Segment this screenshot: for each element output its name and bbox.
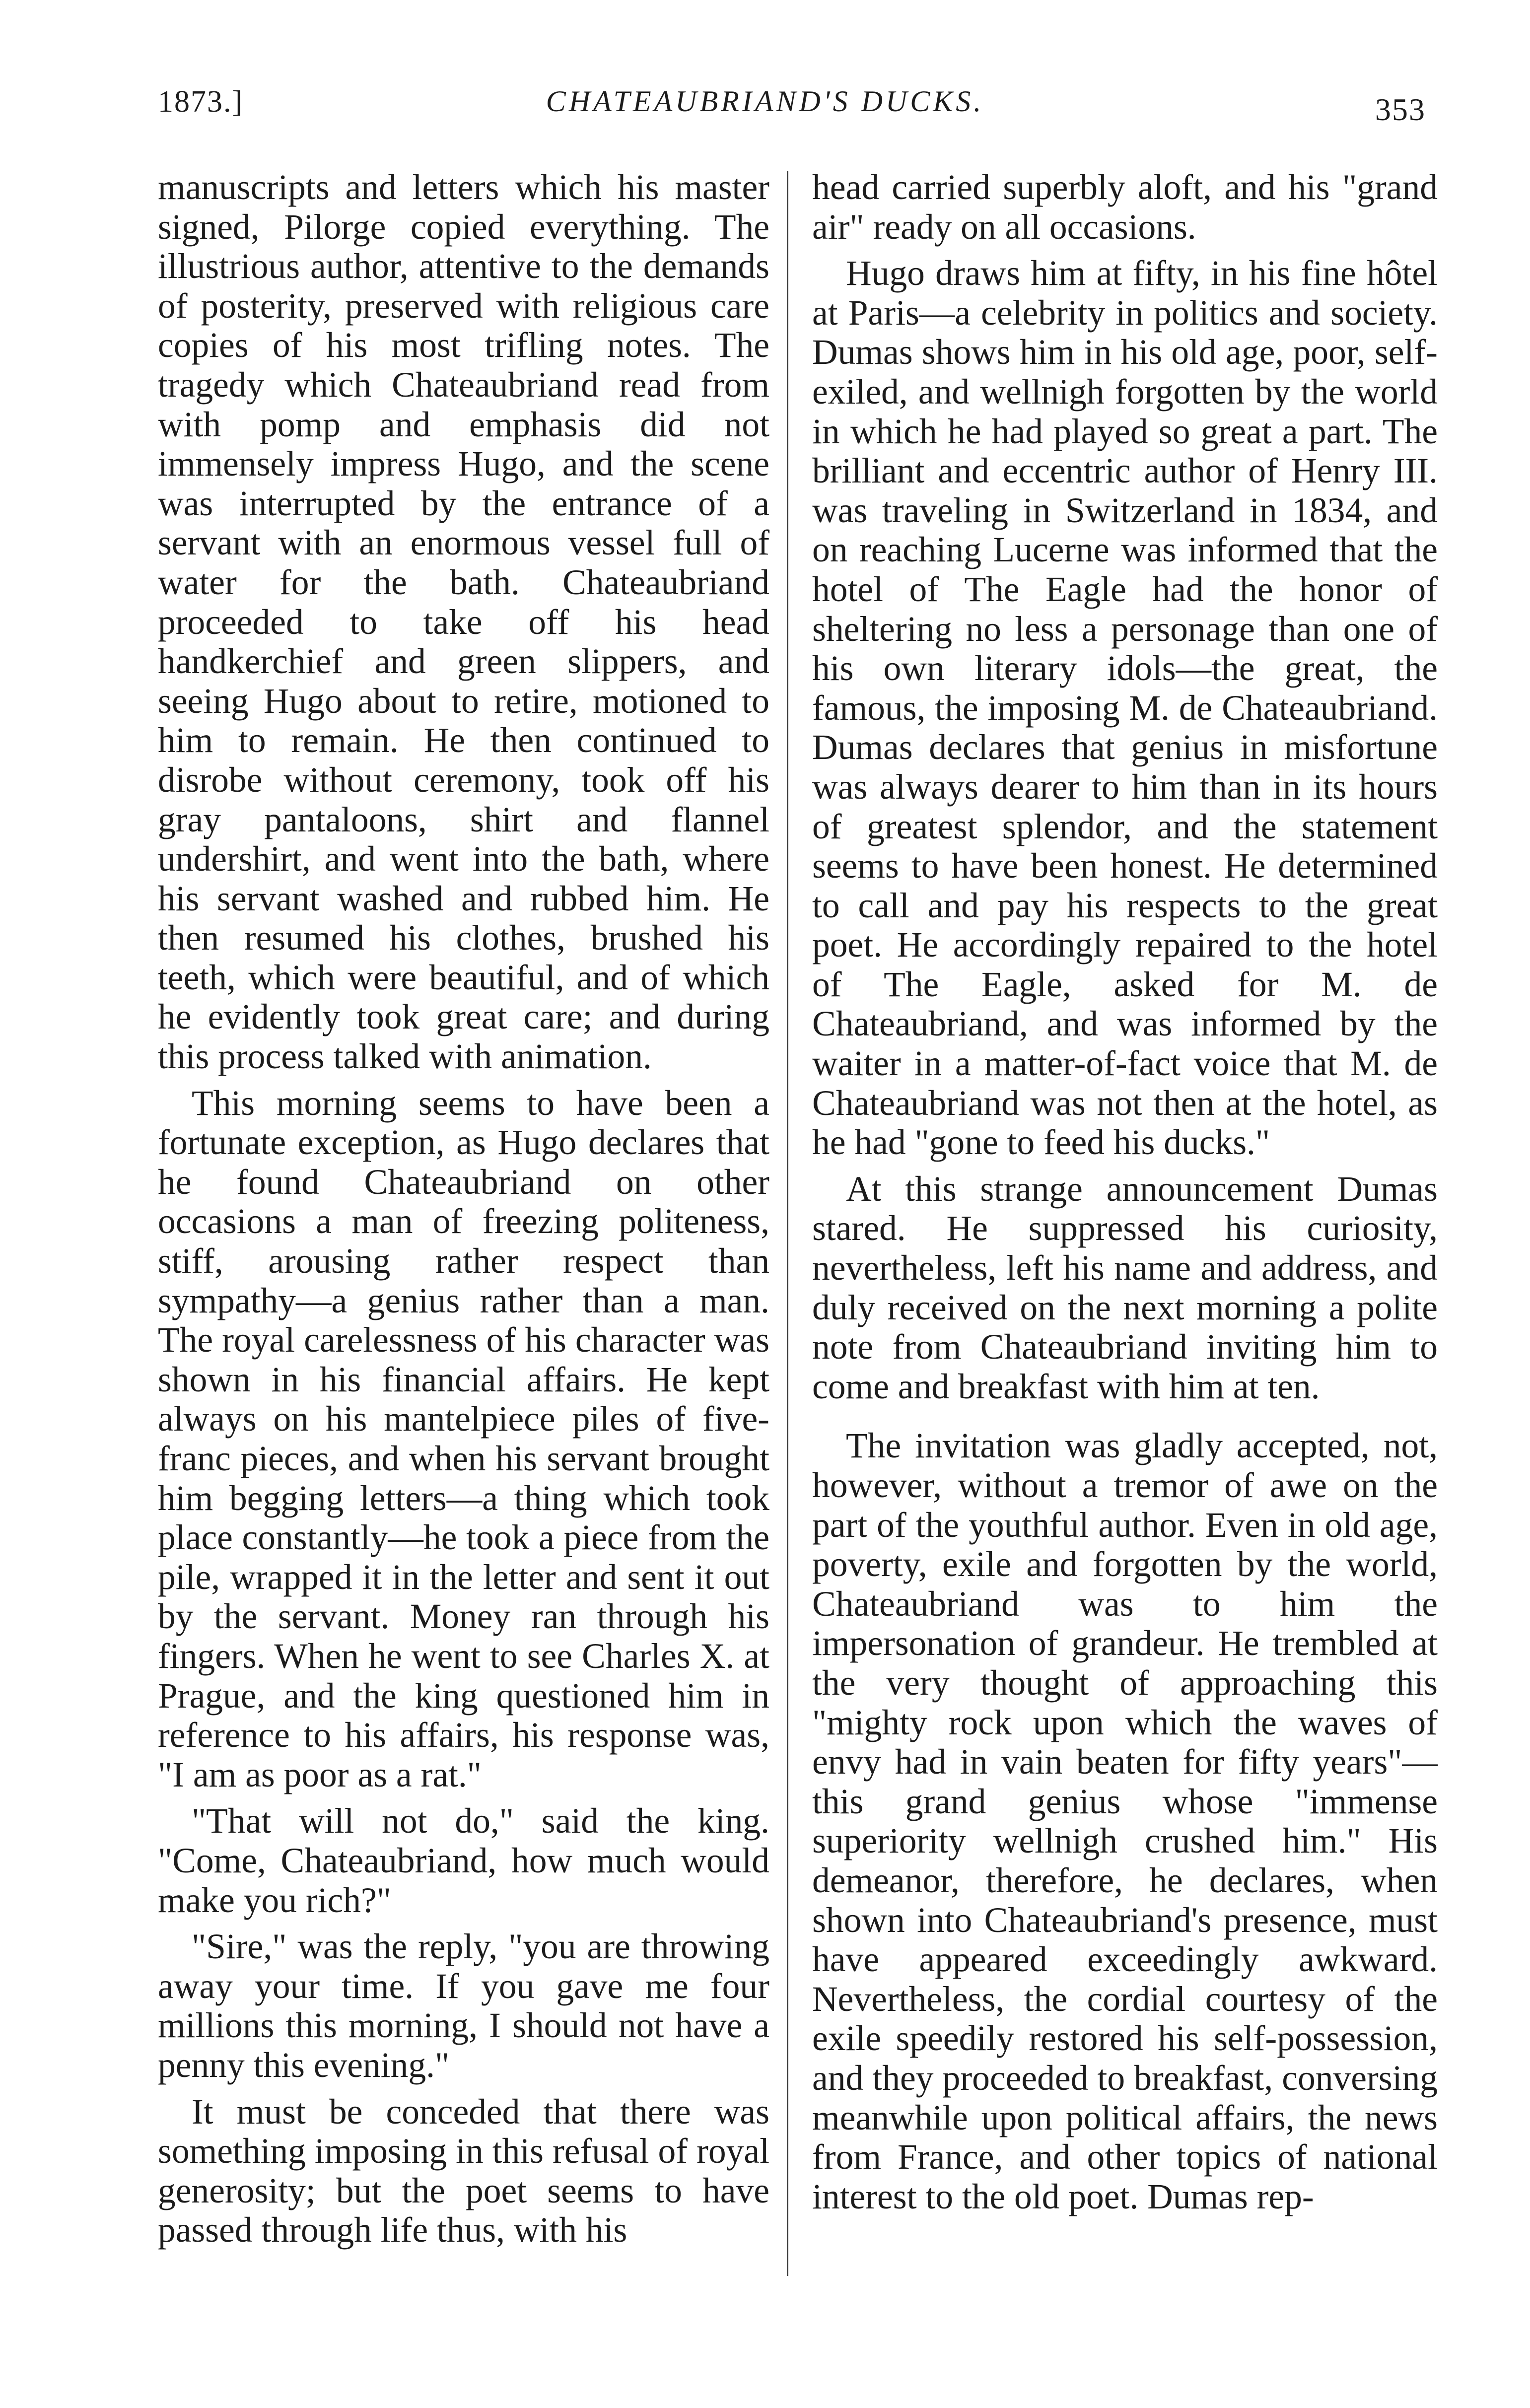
paragraph: head carried superbly aloft, and his "grand air" ready on all occasions. [812,168,1438,247]
paragraph: manuscripts and letters which his master signed, Pilorge copied everything. The illustrious author, attentive to the demands of posterity, preserved with religious care copies of his most trifling notes. The tragedy which Chateaubriand read from with pomp and emphasis did not immensely impress Hugo, and the scene was interrupted by the entrance of a servant with an enormous vessel full of water for the bath. Chateaubriand proceeded to take off his head handkerchief and green slippers, and seeing Hugo about to retire, motioned to him to remain. He then continued to disrobe without ceremony, took off his gray pantaloons, shirt and flannel undershirt, and went into the bath, where his servant washed and rubbed him. He then resumed his clothes, brushed his teeth, which were beautiful, and of which he evidently took great care; and during this process talked with animation. [158,168,769,1077]
running-title: CHATEAUBRIAND'S DUCKS. [546,85,984,118]
page-number: 353 [1375,92,1426,127]
paragraph: The invitation was gladly accepted, not, however, without a tremor of awe on the part of the youthful author. Even in old age, poverty, exile and forgotten by the world, Chateaubriand was to him the impersonation of grandeur. He trembled at the very thought of approaching this "mighty rock upon which the waves of envy had in vain beaten for fifty years"—this grand genius whose "immense superiority wellnigh crushed him." His demeanor, therefore, he declares, when shown into Chateaubriand's presence, must have appeared exceedingly awkward. Nevertheless, the cordial courtesy of the exile speedily restored his self-possession, and they proceeded to breakfast, conversing meanwhile upon political affairs, the news from France, and other topics of national interest to the old poet. Dumas rep- [812,1426,1438,2216]
paragraph: This morning seems to have been a fortunate exception, as Hugo declares that he found Chateaubriand on other occasions a man of freezing politeness, stiff, arousing rather respect than sympathy—a genius rather than a man. The royal carelessness of his character was shown in his financial affairs. He kept always on his mantelpiece piles of five-franc pieces, and when his servant brought him begging letters—a thing which took place constantly—he took a piece from the pile, wrapped it in the letter and sent it out by the servant. Money ran through his fingers. When he went to see Charles X. at Prague, and the king questioned him in reference to his affairs, his response was, "I am as poor as a rat." [158,1083,769,1794]
running-header [0,84,1530,139]
paragraph: At this strange announcement Dumas stared. He suppressed his curiosity, nevertheless, left his name and address, and duly received on the next morning a polite note from Chateaubriand inviting him to come and breakfast with him at ten. [812,1169,1438,1406]
header-year: 1873.] [158,85,244,119]
paragraph: "Sire," was the reply, "you are throwing away your time. If you gave me four millions this morning, I should not have a penny this evening." [158,1927,769,2085]
paragraph: It must be conceded that there was something imposing in this refusal of royal generosity; but the poet seems to have passed through life thus, with his [158,2092,769,2250]
paragraph: Hugo draws him at fifty, in his fine hôtel at Paris—a celebrity in politics and society. Dumas shows him in his old age, poor, self-exiled, and wellnigh forgotten by the world in which he had played so great a part. The brilliant and eccentric author of Henry III. was traveling in Switzerland in 1834, and on reaching Lucerne was informed that the hotel of The Eagle had the honor of sheltering no less a personage than one of his own literary idols—the great, the famous, the imposing M. de Chateaubriand. Dumas declares that genius in misfortune was always dearer to him than in its hours of greatest splendor, and the statement seems to have been honest. He determined to call and pay his respects to the great poet. He accordingly repaired to the hotel of The Eagle, asked for M. de Chateaubriand, and was informed by the waiter in a matter-of-fact voice that M. de Chateaubriand was not then at the hotel, as he had "gone to feed his ducks." [812,254,1438,1163]
left-column [158,168,769,2250]
right-column [812,168,1438,2216]
column-divider [787,171,788,2276]
paragraph: "That will not do," said the king. "Come, Chateaubriand, how much would make you rich?" [158,1801,769,1920]
